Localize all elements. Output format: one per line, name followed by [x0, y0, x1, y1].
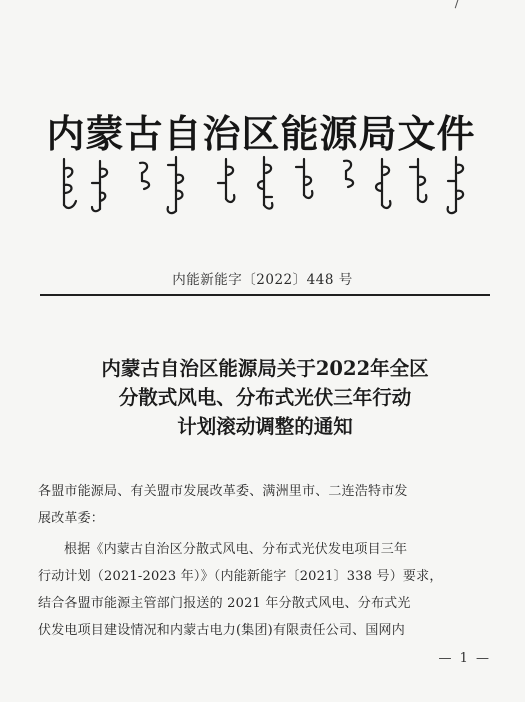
- body-line: 行动计划（2021-2023 年）》（内能新能字〔2021〕338 号）要求，: [38, 569, 443, 584]
- agency-header-title: 内蒙古自治区能源局文件: [46, 111, 476, 156]
- mongolian-word-6: [258, 157, 272, 209]
- notice-title-line: 分散式风电、分布式光伏三年行动: [118, 386, 412, 409]
- corner-mark: [455, 0, 469, 11]
- mongolian-word-10: [410, 159, 426, 202]
- body-line: 根据《内蒙古自治区分散式风电、分布式光伏发电项目三年: [64, 542, 408, 557]
- page-number: — 1 —: [438, 651, 491, 666]
- mongolian-word-7: [296, 159, 312, 198]
- body-line: 结合各盟市能源主管部门报送的 2021 年分散式风电、分布式光: [38, 596, 411, 611]
- mongolian-word-1: [64, 159, 76, 208]
- header-divider: [40, 294, 490, 296]
- body-paragraph: [38, 536, 490, 644]
- addressee-line: 各盟市能源局、有关盟市发展改革委、满洲里市、二连浩特市发: [38, 484, 408, 499]
- document-number: 内能新能字〔2022〕448 号: [172, 272, 353, 288]
- notice-title-line: 计划滚动调整的通知: [177, 415, 353, 438]
- notice-title-line: 内蒙古自治区能源局关于2022年全区: [101, 357, 429, 380]
- notice-title: [40, 354, 490, 441]
- mongolian-word-3: [140, 163, 149, 189]
- mongolian-word-11: [448, 157, 463, 213]
- body-line: 伏发电项目建设情况和内蒙古电力(集团)有限责任公司、国网内: [38, 623, 405, 638]
- mongolian-word-9: [376, 159, 390, 208]
- addressee-line: 展改革委：: [38, 511, 105, 526]
- mongolian-word-4: [168, 157, 183, 213]
- mongolian-word-2: [92, 161, 107, 211]
- mongolian-word-5: [218, 159, 234, 202]
- addressee-block: [38, 478, 490, 532]
- mongolian-script-icon: [56, 155, 476, 217]
- mongolian-word-8: [344, 161, 353, 187]
